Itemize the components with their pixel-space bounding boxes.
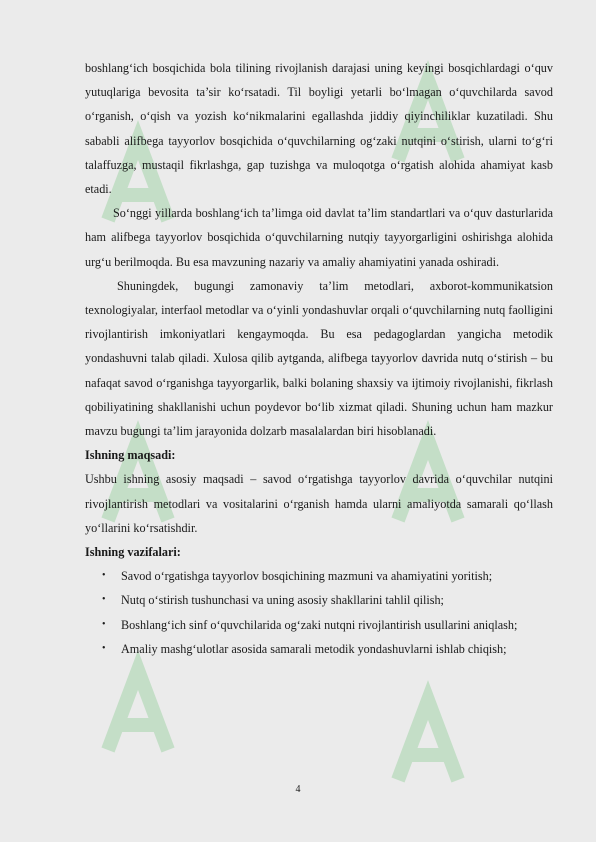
goal-heading: Ishning maqsadi: [85,448,176,463]
tasks-list [85,564,553,661]
task-text: Nutq o‘stirish tushunchasi va uning asosiy shakllarini tahlil qilish; [121,593,444,608]
list-item [85,613,553,637]
bullet-icon: • [102,594,106,606]
task-text: Boshlang‘ich sinf o‘quvchilarida og‘zaki nutqni rivojlantirish usullarini aniqlash; [121,617,518,632]
paragraph-intro: boshlang‘ich bosqichida bola tilining rivojlanish darajasi uning keyingi bosqichlardagi o‘quv yutuqlariga bevosita ta’sir ko‘rsatadi. Til boyligi yetarli bo‘lmagan o‘quvchilarda savod o‘rganish, o‘qish va yozish ko‘nikmalarini egallashda jiddiy qiyinchiliklar kuzatiladi. Shu sababli alifbega tayyorlov bosqichida o‘quvchilarning og‘zaki nutqini o‘stirish, ularni to‘g‘ri talaffuzga, mustaqil fikrlashga, gap tuzishga va muloqotga o‘rgatish alohida ahamiyat kasb etadi. [85,61,553,197]
watermark-logo-icon [368,680,488,800]
task-text: Amaliy mashg‘ulotlar asosida samarali metodik yondashuvlarni ishlab chiqish; [121,641,507,656]
bullet-icon: • [102,618,106,630]
paragraph-standards: So‘nggi yillarda boshlang‘ich ta’limga oid davlat ta’lim standartlari va o‘quv dasturlarida ham alifbega tayyorlov bosqichida o‘quvchilarning nutqiy tayyorgarligini oshirishga alohida urg‘u berilmoqda. Bu esa mavzuning nazariy va amaliy ahamiyatini yanada oshiradi. [85,206,553,269]
bullet-icon: • [102,570,106,582]
list-item [85,588,553,612]
task-text: Savod o‘rgatishga tayyorlov bosqichining mazmuni va ahamiyatini yoritish; [121,569,493,584]
goal-text: Ushbu ishning asosiy maqsadi – savod o‘rgatishga tayyorlov davrida o‘quvchilar nutqini rivojlantirish metodlari va vositalarini o‘rganish hamda ularni amaliyotda samarali qo‘llash yo‘llarini ko‘rsatishdir. [85,472,553,535]
paragraph-modern-methods: Shuningdek, bugungi zamonaviy ta’lim metodlari, axborot-kommunikatsion texnologiyalar, interfaol metodlar va o‘yinli yondashuvlar orqali o‘quvchilarning nutq faolligini rivojlantirish imkoniyatlari kengaymoqda. Bu esa pedagoglardan yangicha metodik yondashuvni talab qiladi. Xulosa qilib aytganda, alifbega tayyorlov davrida nutq o‘stirish – bu nafaqat savod o‘rganishga tayyorgarlik, balki bolaning shaxsiy va ijtimoiy rivojlanishi, fikrlash qobiliyatining shakllanishi uchun poydevor bo‘lib xizmat qiladi. Shuning uchun ham mazkur mavzu bugungi ta’lim jarayonida dolzarb masalalardan biri hisoblanadi. [85,278,553,439]
tasks-heading: Ishning vazifalari: [85,545,181,560]
list-item [85,637,553,661]
document-body [85,56,553,661]
page-number: 4 [295,784,301,795]
bullet-icon: • [102,642,106,654]
watermark-logo-icon [78,650,198,770]
list-item [85,564,553,588]
